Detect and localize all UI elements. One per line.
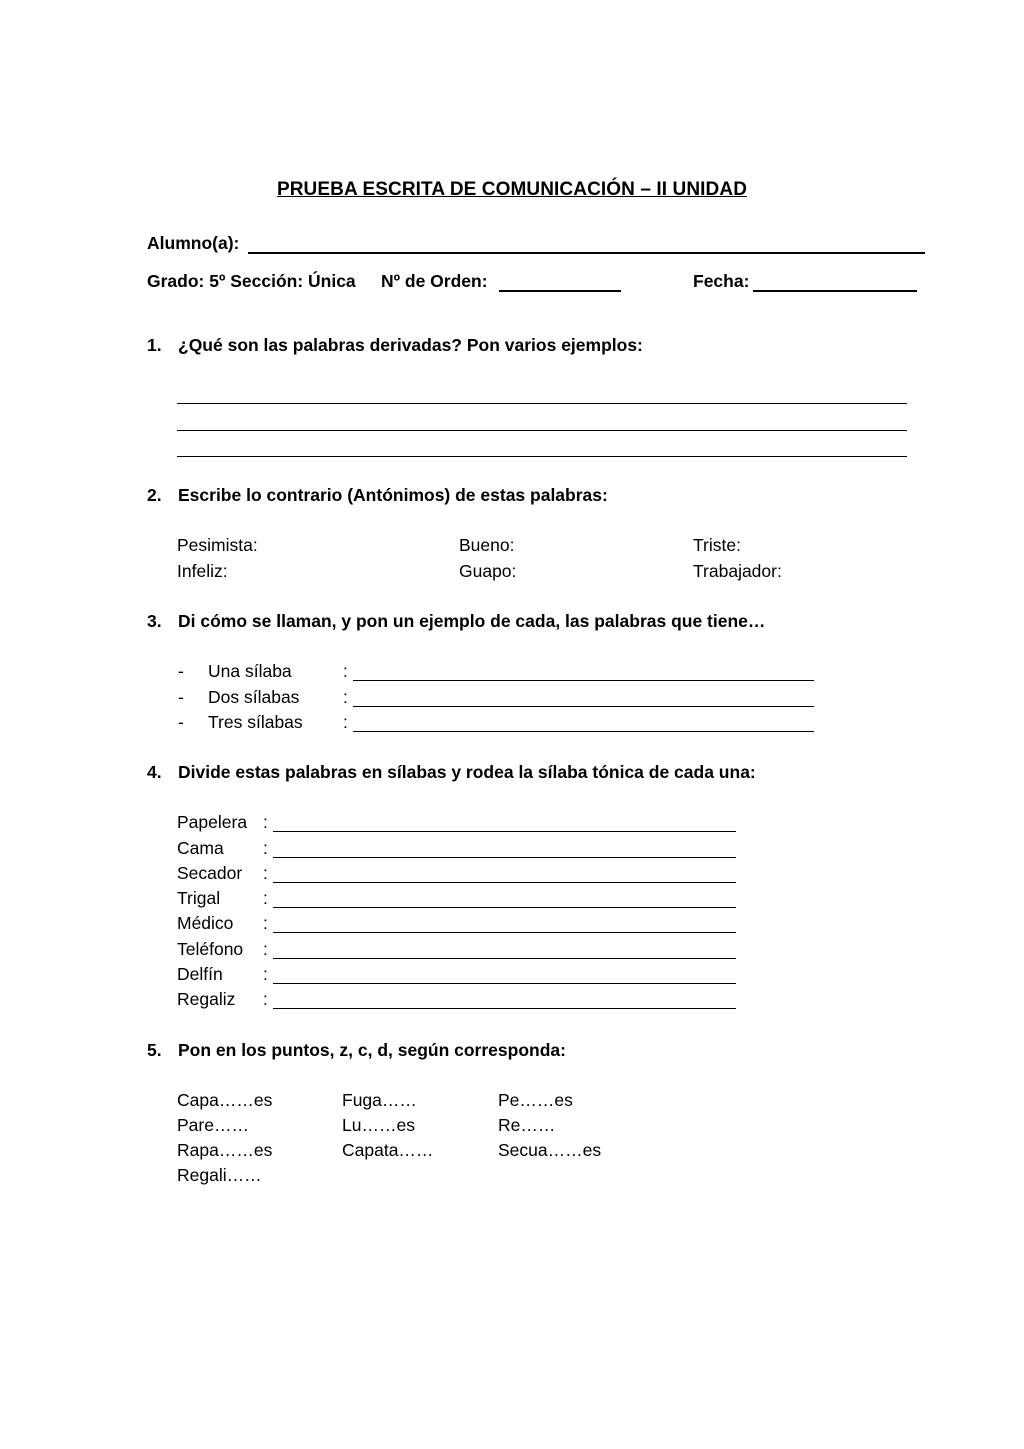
colon: : [263, 964, 268, 984]
answer-line[interactable] [177, 403, 907, 404]
fill-word: Pe……es [498, 1090, 573, 1110]
antonym-word: Trabajador: [693, 561, 782, 581]
question-number: 5. [147, 1040, 162, 1060]
answer-line[interactable] [177, 456, 907, 457]
answer-line[interactable] [273, 857, 736, 858]
question-text: Escribe lo contrario (Antónimos) de estas palabras: [178, 485, 608, 505]
antonym-word: Infeliz: [177, 561, 228, 581]
fill-word: Re…… [498, 1115, 556, 1135]
order-number-label: Nº de Orden: [381, 271, 488, 291]
answer-line[interactable] [273, 831, 736, 832]
answer-line[interactable] [353, 731, 814, 732]
divide-word: Médico [177, 913, 234, 933]
colon: : [263, 939, 268, 959]
colon: : [263, 913, 268, 933]
question-text: Pon en los puntos, z, c, d, según corresponda: [178, 1040, 566, 1060]
syllable-type-label: Tres sílabas [208, 712, 303, 732]
question-number: 3. [147, 611, 162, 631]
divide-word: Trigal [177, 888, 221, 908]
date-blank[interactable] [753, 290, 917, 292]
colon: : [343, 687, 348, 707]
fill-word: Lu……es [342, 1115, 415, 1135]
divide-word: Cama [177, 838, 224, 858]
colon: : [263, 863, 268, 883]
question-1 [147, 335, 643, 356]
divide-word: Secador [177, 863, 243, 883]
student-name-row [147, 233, 239, 254]
answer-line[interactable] [273, 958, 736, 959]
colon: : [263, 888, 268, 908]
question-text: ¿Qué son las palabras derivadas? Pon varios ejemplos: [178, 335, 643, 355]
fill-word: Fuga…… [342, 1090, 417, 1110]
divide-word: Papelera [177, 812, 248, 832]
question-2 [147, 485, 608, 506]
colon: : [343, 661, 348, 681]
list-dash: - [178, 661, 184, 681]
question-3 [147, 611, 765, 632]
answer-line[interactable] [273, 907, 736, 908]
date-label: Fecha: [693, 271, 750, 291]
fill-word: Rapa……es [177, 1140, 273, 1160]
list-dash: - [178, 712, 184, 732]
question-number: 1. [147, 335, 162, 355]
question-5 [147, 1040, 566, 1061]
antonym-word: Guapo: [459, 561, 517, 581]
fill-word: Regali…… [177, 1165, 262, 1185]
antonym-word: Pesimista: [177, 535, 258, 555]
syllable-type-label: Dos sílabas [208, 687, 300, 707]
syllable-type-label: Una sílaba [208, 661, 292, 681]
question-number: 4. [147, 762, 162, 782]
fill-word: Secua……es [498, 1140, 602, 1160]
question-text: Divide estas palabras en sílabas y rodea la sílaba tónica de cada una: [178, 762, 756, 782]
answer-line[interactable] [353, 706, 814, 707]
order-number-blank[interactable] [499, 290, 621, 292]
colon: : [263, 989, 268, 1009]
answer-line[interactable] [177, 430, 907, 431]
divide-word: Teléfono [177, 939, 244, 959]
question-number: 2. [147, 485, 162, 505]
answer-line[interactable] [353, 680, 814, 681]
colon: : [343, 712, 348, 732]
answer-line[interactable] [273, 983, 736, 984]
fill-word: Pare…… [177, 1115, 249, 1135]
answer-line[interactable] [273, 882, 736, 883]
answer-line[interactable] [273, 932, 736, 933]
student-name-blank[interactable] [248, 252, 925, 254]
divide-word: Delfín [177, 964, 223, 984]
list-dash: - [178, 687, 184, 707]
divide-word: Regaliz [177, 989, 236, 1009]
question-text: Di cómo se llaman, y pon un ejemplo de cada, las palabras que tiene… [178, 611, 766, 631]
exam-title: PRUEBA ESCRITA DE COMUNICACIÓN – II UNIDAD [276, 179, 748, 200]
fill-word: Capa……es [177, 1090, 273, 1110]
grado-seccion: Grado: 5º Sección: Única [147, 271, 356, 291]
student-name-label: Alumno(a): [147, 233, 240, 253]
antonym-word: Bueno: [459, 535, 515, 555]
colon: : [263, 838, 268, 858]
question-4 [147, 762, 756, 783]
fill-word: Capata…… [342, 1140, 434, 1160]
antonym-word: Triste: [693, 535, 741, 555]
answer-line[interactable] [273, 1008, 736, 1009]
colon: : [263, 812, 268, 832]
